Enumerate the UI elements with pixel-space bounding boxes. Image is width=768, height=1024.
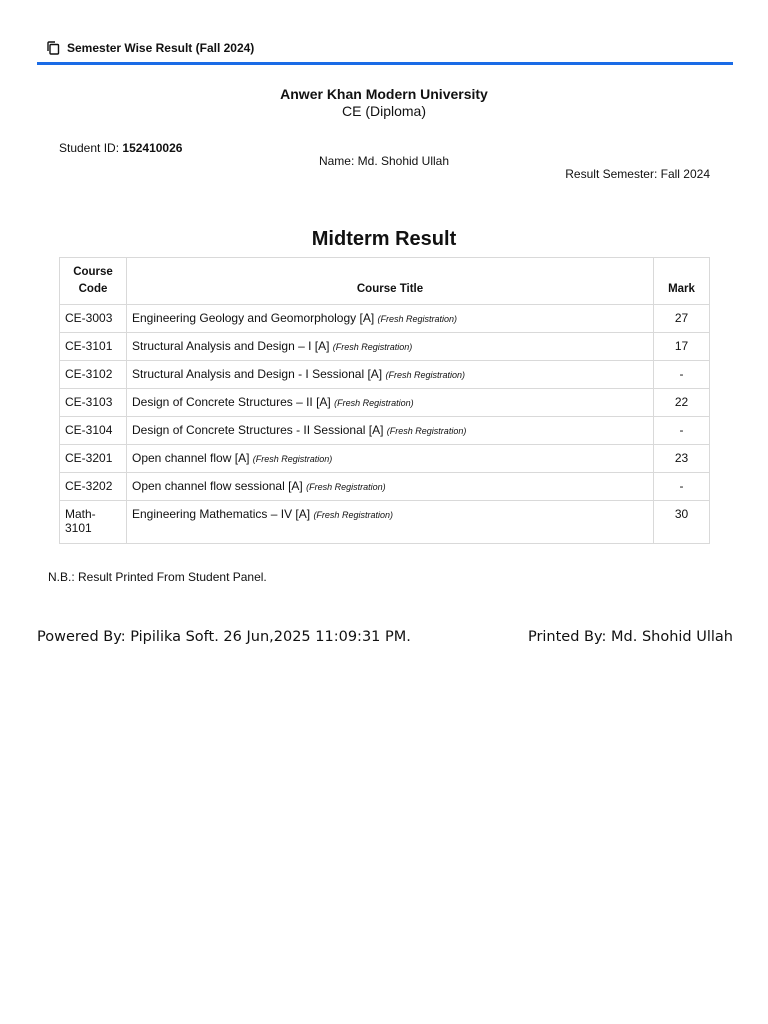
course-title: Structural Analysis and Design - I Sessional [A] [132, 367, 383, 381]
result-title: Midterm Result [311, 228, 457, 250]
table-row [60, 445, 710, 473]
footnote: N.B.: Result Printed From Student Panel. [48, 570, 267, 584]
course-code: CE-3102 [60, 361, 127, 389]
course-mark: 30 [654, 501, 710, 544]
table-row [60, 389, 710, 417]
course-code: CE-3101 [60, 333, 127, 361]
page-title: Semester Wise Result (Fall 2024) [67, 41, 255, 55]
student-id [59, 141, 182, 155]
course-code: CE-3201 [60, 445, 127, 473]
course-title: Design of Concrete Structures – II [A] [132, 395, 331, 409]
course-mark: 22 [654, 389, 710, 417]
course-code: CE-3003 [60, 305, 127, 333]
registration-type: (Fresh Registration) [313, 510, 393, 520]
student-id-value: 152410026 [122, 141, 183, 155]
table-row [60, 305, 710, 333]
course-title-cell [127, 333, 654, 361]
course-mark: - [654, 473, 710, 501]
course-title-cell [127, 445, 654, 473]
printed-by: Printed By: Md. Shohid Ullah [527, 629, 733, 645]
university-name: Anwer Khan Modern University [280, 86, 488, 102]
result-semester: Result Semester: Fall 2024 [565, 167, 710, 181]
table-row [60, 501, 710, 544]
header-course-title: Course Title [127, 258, 654, 305]
department-name: CE (Diploma) [341, 103, 426, 119]
course-code: CE-3104 [60, 417, 127, 445]
course-mark: 27 [654, 305, 710, 333]
registration-type: (Fresh Registration) [386, 426, 467, 436]
course-title-cell [127, 417, 654, 445]
course-title-cell [127, 389, 654, 417]
header-course-code [60, 258, 127, 305]
course-mark: - [654, 417, 710, 445]
copy-icon [45, 40, 61, 56]
course-title: Engineering Geology and Geomorphology [A] [132, 311, 375, 325]
header-mark: Mark [654, 258, 710, 305]
course-title: Design of Concrete Structures - II Sessional [A] [132, 423, 384, 437]
course-mark: 17 [654, 333, 710, 361]
course-mark: - [654, 361, 710, 389]
registration-type: (Fresh Registration) [306, 482, 386, 492]
page-header [37, 36, 733, 65]
student-id-label: Student ID: [59, 141, 120, 155]
powered-by: Powered By: Pipilika Soft. 26 Jun,2025 11:09:31 PM. [37, 629, 411, 645]
registration-type: (Fresh Registration) [334, 398, 414, 408]
header-code-line1: Course [73, 266, 113, 278]
table-header-row [60, 258, 710, 305]
registration-type: (Fresh Registration) [332, 342, 413, 352]
course-title-cell [127, 361, 654, 389]
course-title: Structural Analysis and Design – I [A] [132, 339, 330, 353]
results-table [59, 257, 710, 544]
table-row [60, 417, 710, 445]
header-code-line2: Code [78, 283, 108, 295]
registration-type: (Fresh Registration) [377, 314, 458, 324]
table-row [60, 361, 710, 389]
course-title: Engineering Mathematics – IV [A] [132, 507, 311, 521]
table-row [60, 473, 710, 501]
course-code: CE-3202 [60, 473, 127, 501]
registration-type: (Fresh Registration) [252, 454, 333, 464]
course-title-cell [127, 473, 654, 501]
student-name: Name: Md. Shohid Ullah [318, 154, 450, 168]
course-title-cell [127, 501, 654, 544]
course-title-cell [127, 305, 654, 333]
course-code: Math-3101 [60, 501, 127, 544]
table-row [60, 333, 710, 361]
course-title: Open channel flow sessional [A] [132, 479, 303, 493]
course-title: Open channel flow [A] [132, 451, 250, 465]
registration-type: (Fresh Registration) [385, 370, 465, 380]
course-code: CE-3103 [60, 389, 127, 417]
course-mark: 23 [654, 445, 710, 473]
